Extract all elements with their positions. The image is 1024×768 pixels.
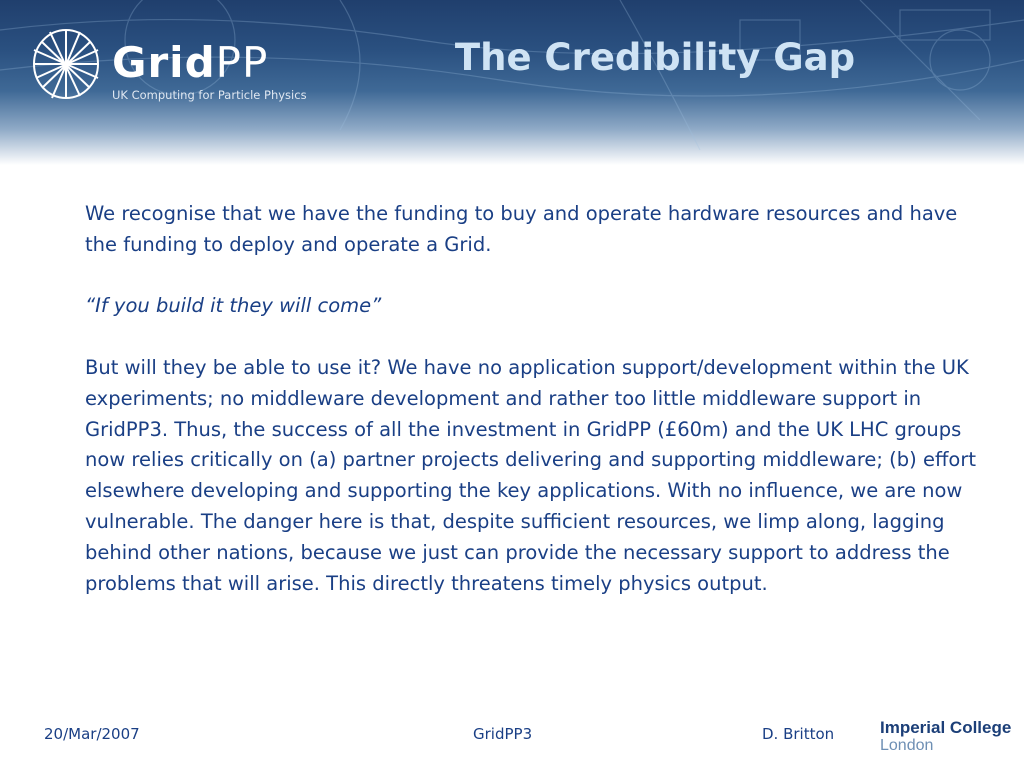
imperial-logo-line1: Imperial College xyxy=(880,718,1012,737)
logo-wordmark xyxy=(112,38,269,87)
body-paragraph-2: But will they be able to use it? We have no application support/development within the UK experiments; no middleware development and rather too little middleware support in GridPP3. Thus, the success of all the investment in GridPP (£60m) and the UK LHC groups now relies critically on (a) partner projects delivering and supporting middleware; (b) effort elsewhere developing and supporting the key applications. With no influence, we are now vulnerable. The danger here is that, despite sufficient resources, we limp along, lagging behind other nations, because we just can provide the necessary support to address the problems that will arise. This directly threatens timely physics output. xyxy=(85,355,977,595)
logo-wordmark-bold: Grid xyxy=(112,38,216,87)
logo-wordmark-light: PP xyxy=(215,38,269,87)
gridpp-logo xyxy=(28,20,328,110)
body-paragraph-1: We recognise that we have the funding to buy and operate hardware resources and have the funding to deploy and operate a Grid. xyxy=(85,202,958,256)
footer-author: D. Britton xyxy=(762,725,835,743)
imperial-logo-line2: London xyxy=(880,737,934,754)
grid-globe-icon xyxy=(28,20,108,106)
slide-header xyxy=(0,0,1024,165)
footer-date: 20/Mar/2007 xyxy=(44,725,140,743)
logo-tagline: UK Computing for Particle Physics xyxy=(112,88,307,102)
slide-title: The Credibility Gap xyxy=(454,36,856,79)
slide-body xyxy=(85,199,990,599)
imperial-college-logo xyxy=(870,710,1018,760)
body-quote: “If you build it they will come” xyxy=(85,294,382,318)
footer-project: GridPP3 xyxy=(473,725,533,743)
